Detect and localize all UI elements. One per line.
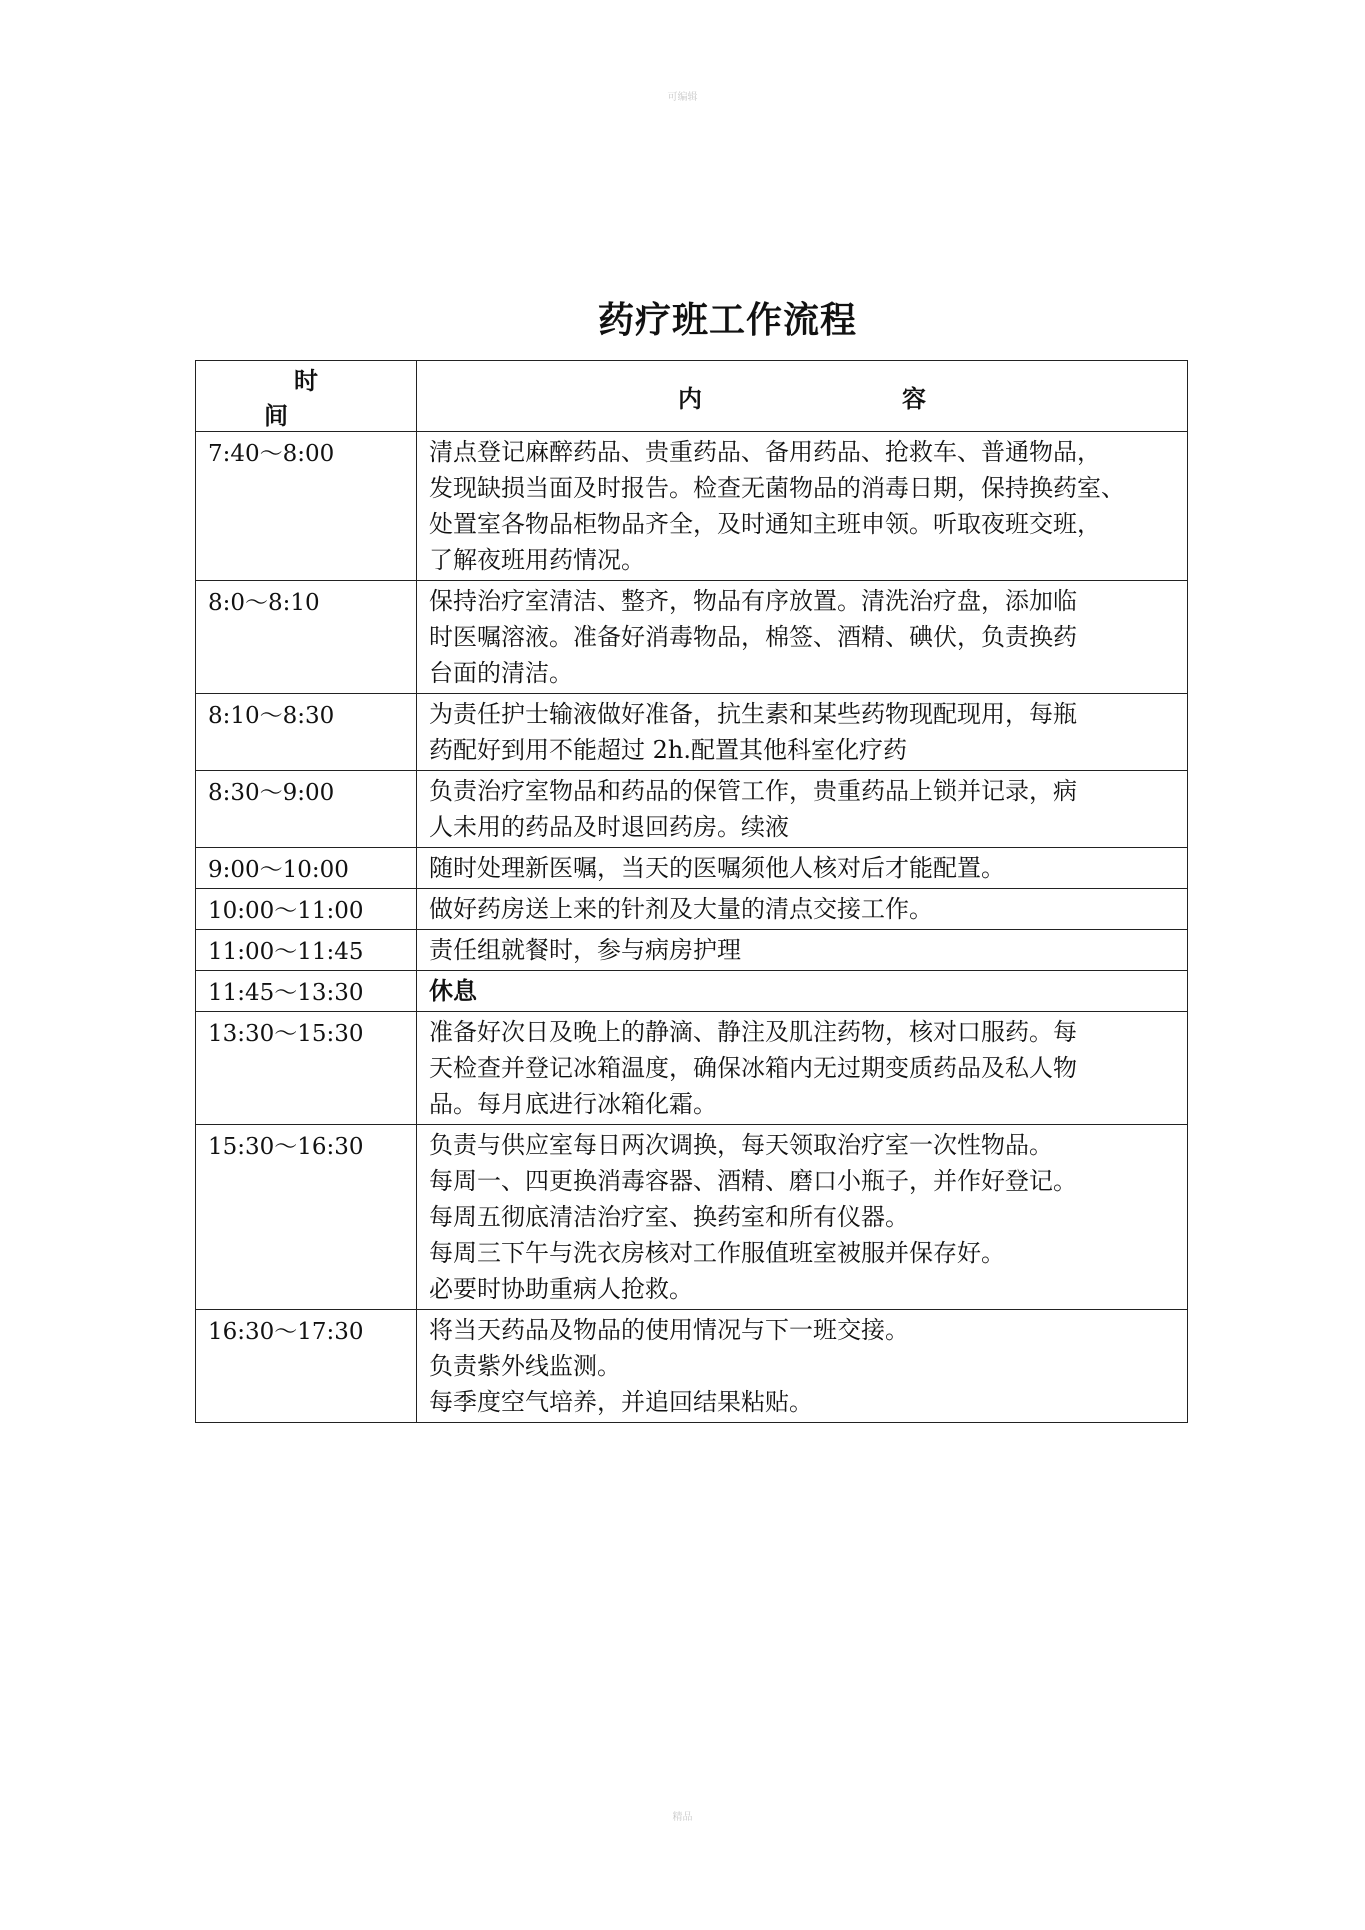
content-line: 发现缺损当面及时报告。检查无菌物品的消毒日期，保持换药室、 <box>429 474 1125 502</box>
content-line: 为责任护士输液做好准备，抗生素和某些药物现配现用，每瓶 <box>429 700 1077 728</box>
row-content <box>417 581 1188 694</box>
table-row <box>196 432 1188 581</box>
table-row <box>196 848 1188 889</box>
table-row <box>196 694 1188 771</box>
row-content <box>417 889 1188 930</box>
row-content <box>417 1012 1188 1125</box>
content-line: 保持治疗室清洁、整齐，物品有序放置。清洗治疗盘，添加临 <box>429 587 1077 615</box>
content-line: 时医嘱溶液。准备好消毒物品，棉签、酒精、碘伏，负责换药 <box>429 623 1077 651</box>
row-content <box>417 432 1188 581</box>
row-content <box>417 971 1188 1012</box>
row-time: 8:10～8:30 <box>196 694 417 771</box>
row-time: 9:00～10:00 <box>196 848 417 889</box>
content-line: 了解夜班用药情况。 <box>429 546 645 574</box>
content-line: 随时处理新医嘱，当天的医嘱须他人核对后才能配置。 <box>429 854 1005 882</box>
table-row <box>196 1310 1188 1423</box>
row-time: 7:40～8:00 <box>196 432 417 581</box>
content-line: 负责与供应室每日两次调换，每天领取治疗室一次性物品。 <box>429 1131 1053 1159</box>
row-content <box>417 1125 1188 1310</box>
content-line: 天检查并登记冰箱温度，确保冰箱内无过期变质药品及私人物 <box>429 1054 1077 1082</box>
content-line: 责任组就餐时，参与病房护理 <box>429 936 741 964</box>
table-row <box>196 889 1188 930</box>
table-row <box>196 581 1188 694</box>
content-line: 负责治疗室物品和药品的保管工作，贵重药品上锁并记录，病 <box>429 777 1077 805</box>
table-header-row <box>196 361 1188 432</box>
row-time: 11:45～13:30 <box>196 971 417 1012</box>
row-time: 11:00～11:45 <box>196 930 417 971</box>
content-line: 必要时协助重病人抢救。 <box>429 1275 693 1303</box>
header-time: 时间 <box>196 361 417 432</box>
content-line: 准备好次日及晚上的静滴、静注及肌注药物，核对口服药。每 <box>429 1018 1077 1046</box>
content-line: 清点登记麻醉药品、贵重药品、备用药品、抢救车、普通物品， <box>429 438 1101 466</box>
content-line: 将当天药品及物品的使用情况与下一班交接。 <box>429 1316 909 1344</box>
content-line: 负责紫外线监测。 <box>429 1352 621 1380</box>
row-content <box>417 1310 1188 1423</box>
row-time: 15:30～16:30 <box>196 1125 417 1310</box>
table-row <box>196 1012 1188 1125</box>
row-time: 8:30～9:00 <box>196 771 417 848</box>
content-line: 每周三下午与洗衣房核对工作服值班室被服并保存好。 <box>429 1239 1005 1267</box>
content-line: 人未用的药品及时退回药房。续液 <box>429 813 789 841</box>
document-title: 药疗班工作流程 <box>597 300 857 341</box>
row-content <box>417 848 1188 889</box>
workflow-table <box>195 360 1188 1423</box>
table-row <box>196 1125 1188 1310</box>
content-line: 每周一、四更换消毒容器、酒精、磨口小瓶子，并作好登记。 <box>429 1167 1077 1195</box>
content-line: 品。每月底进行冰箱化霜。 <box>429 1090 717 1118</box>
row-time: 10:00～11:00 <box>196 889 417 930</box>
table-body <box>196 432 1188 1423</box>
watermark-bottom: 精品 <box>672 1812 693 1823</box>
content-line: 药配好到用不能超过 2h.配置其他科室化疗药 <box>429 736 907 764</box>
table-row <box>196 771 1188 848</box>
table-row <box>196 971 1188 1012</box>
content-line: 处置室各物品柜物品齐全，及时通知主班申领。听取夜班交班， <box>429 510 1101 538</box>
content-line: 每周五彻底清洁治疗室、换药室和所有仪器。 <box>429 1203 909 1231</box>
header-content: 内容 <box>417 361 1188 432</box>
content-line: 休息 <box>429 977 477 1005</box>
row-time: 16:30～17:30 <box>196 1310 417 1423</box>
row-time: 8:0～8:10 <box>196 581 417 694</box>
row-content <box>417 771 1188 848</box>
content-line: 做好药房送上来的针剂及大量的清点交接工作。 <box>429 895 933 923</box>
content-line: 台面的清洁。 <box>429 659 573 687</box>
table-row <box>196 930 1188 971</box>
row-content <box>417 694 1188 771</box>
content-line: 每季度空气培养，并追回结果粘贴。 <box>429 1388 813 1416</box>
row-content <box>417 930 1188 971</box>
watermark-top: 可编辑 <box>667 92 698 103</box>
row-time: 13:30～15:30 <box>196 1012 417 1125</box>
